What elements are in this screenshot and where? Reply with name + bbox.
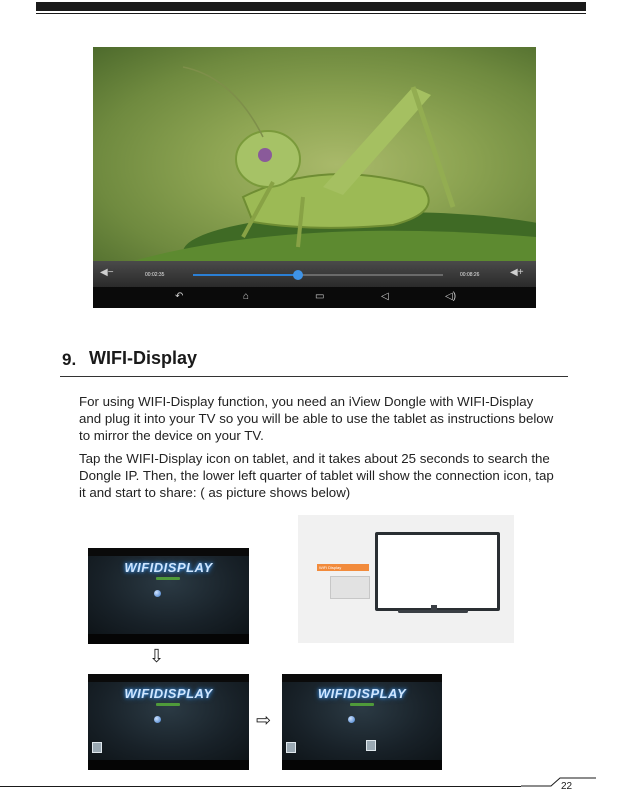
tablet-nav-bar	[88, 760, 249, 770]
dongle-device	[330, 576, 370, 599]
dongle-connection-icon[interactable]	[366, 740, 376, 751]
elapsed-time: 00:02:35	[145, 272, 165, 278]
wifi-display-logo: WIFIDISPLAY	[124, 560, 213, 575]
globe-icon[interactable]	[154, 716, 161, 723]
volume-up-icon[interactable]: ◀+	[510, 267, 524, 278]
seek-thumb[interactable]	[293, 270, 303, 280]
heading-rule	[60, 376, 568, 377]
seek-bar-fill	[193, 274, 298, 276]
search-progress	[156, 577, 180, 580]
globe-icon[interactable]	[154, 590, 161, 597]
player-controls	[93, 261, 536, 287]
grasshopper-image	[93, 47, 536, 261]
footer-tab-outline	[518, 777, 598, 789]
dongle-connection-icon[interactable]	[92, 742, 102, 753]
home-icon[interactable]: ⌂	[243, 291, 250, 302]
volume-down-nav-icon[interactable]: ◁	[381, 291, 389, 302]
video-frame	[93, 47, 536, 261]
video-player-screenshot	[93, 47, 536, 308]
seek-bar[interactable]	[193, 274, 443, 276]
wifi-display-screen-1	[88, 548, 249, 644]
instruction-paragraph-1: For using WIFI-Display function, you need an iView Dongle with WIFI-Display and plug it into your TV so you will be able to use the tablet as instructions below to mirror the device on your TV.	[79, 394, 554, 443]
recent-apps-icon[interactable]: ▭	[315, 291, 325, 302]
arrow-right-icon: ⇨	[256, 710, 272, 730]
total-time: 00:08:26	[460, 272, 480, 278]
back-icon[interactable]: ↶	[175, 291, 184, 302]
tv-screen	[375, 532, 500, 611]
wifi-display-screen-3	[282, 674, 442, 770]
footer-rule	[0, 786, 521, 787]
tablet-nav-bar	[282, 760, 442, 770]
search-progress	[350, 703, 374, 706]
system-nav-bar	[93, 287, 536, 308]
volume-up-nav-icon[interactable]: ◁)	[445, 291, 457, 302]
globe-icon[interactable]	[348, 716, 355, 723]
instruction-paragraph-2: Tap the WIFI-Display icon on tablet, and it takes about 25 seconds to search the Dongle IP. Then, the lower left quarter of tablet will show the connection icon, tap it and start to share: ( as picture shows below)	[79, 451, 554, 500]
section-title: WIFI-Display	[89, 348, 198, 368]
status-bar	[282, 674, 442, 682]
header-rule	[36, 13, 586, 14]
tablet-nav-bar	[88, 634, 249, 644]
page-number: 22	[561, 781, 573, 792]
wifi-display-screen-2	[88, 674, 249, 770]
volume-down-icon[interactable]: ◀−	[100, 267, 114, 278]
wifi-display-logo: WIFIDISPLAY	[317, 686, 407, 701]
tv-stand	[398, 610, 468, 613]
dongle-tag-label: WiFi Display	[319, 565, 342, 570]
header-bar	[36, 2, 586, 11]
dongle-connection-icon[interactable]	[286, 742, 296, 753]
status-bar	[88, 548, 249, 556]
status-bar	[88, 674, 249, 682]
arrow-down-icon: ⇩	[149, 646, 165, 666]
wifi-display-logo: WIFIDISPLAY	[124, 686, 213, 701]
search-progress	[156, 703, 180, 706]
section-number: 9.	[62, 350, 77, 369]
